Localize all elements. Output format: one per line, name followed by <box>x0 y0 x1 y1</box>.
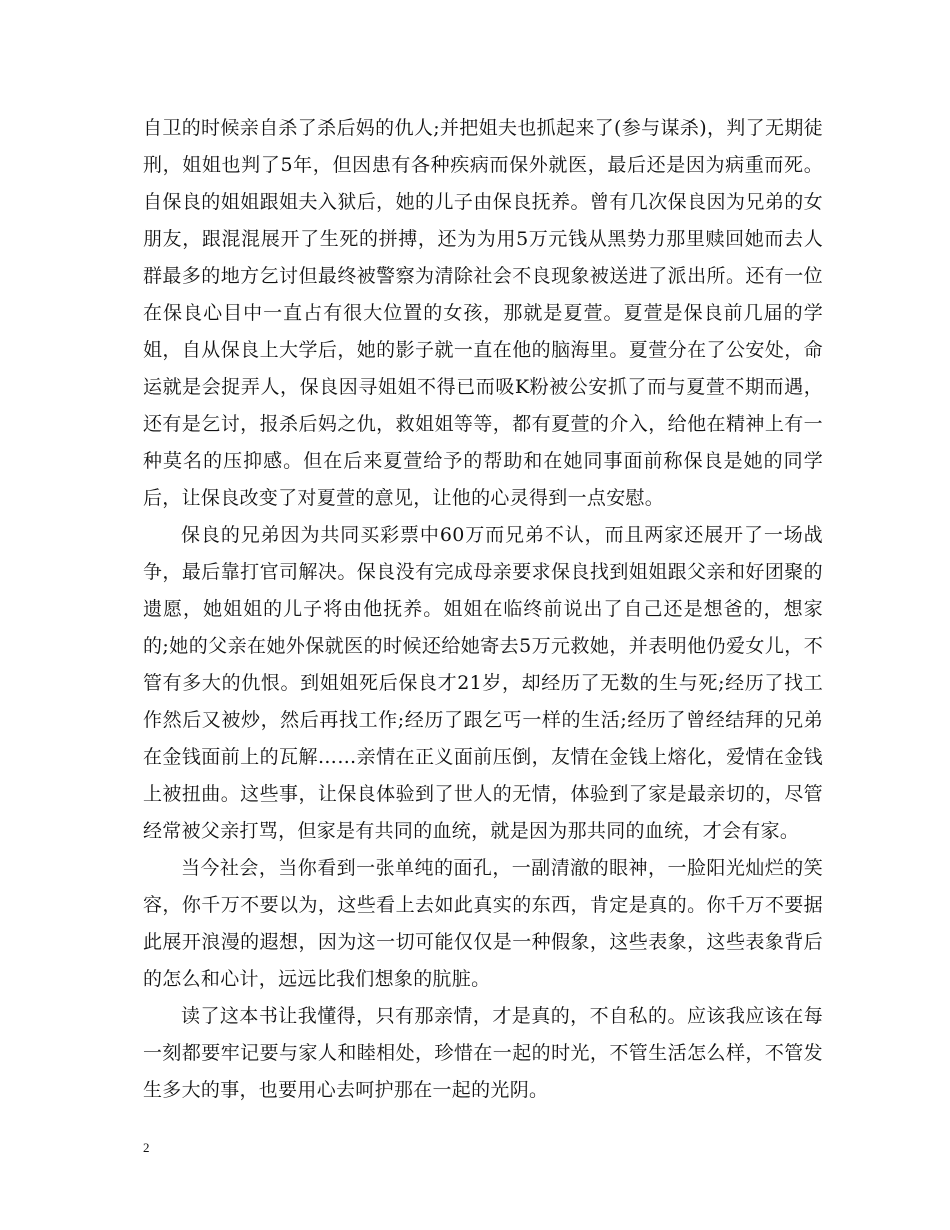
page-number: 2 <box>143 1140 150 1155</box>
document-body <box>143 110 823 1109</box>
paragraph-2: 保良的兄弟因为共同买彩票中60万而兄弟不认，而且两家还展开了一场战争，最后靠打官司解决。保良没有完成母亲要求保良找到姐姐跟父亲和好团聚的遗愿，她姐姐的儿子将由他抚养。姐姐在临终前说出了自己还是想爸的，想家的;她的父亲在她外保就医的时候还给她寄去5万元救她，并表明他仍爱女儿，不管有多大的仇恨。到姐姐死后保良才21岁，却经历了无数的生与死;经历了找工作然后又被炒，然后再找工作;经历了跟乞丐一样的生活;经历了曾经结拜的兄弟在金钱面前上的瓦解……亲情在正义面前压倒，友情在金钱上熔化，爱情在金钱上被扭曲。这些事，让保良体验到了世人的无情，体验到了家是最亲切的，尽管经常被父亲打骂，但家是有共同的血统，就是因为那共同的血统，才会有家。 <box>143 524 823 842</box>
paragraph-3: 当今社会，当你看到一张单纯的面孔，一副清澈的眼神，一脸阳光灿烂的笑容，你千万不要以为，这些看上去如此真实的东西，肯定是真的。你千万不要据此展开浪漫的遐想，因为这一切可能仅仅是一种假象，这些表象，这些表象背后的怎么和心计，远远比我们想象的肮脏。 <box>143 857 823 990</box>
paragraph-4: 读了这本书让我懂得，只有那亲情，才是真的，不自私的。应该我应该在每一刻都要牢记要与家人和睦相处，珍惜在一起的时光，不管生活怎么样，不管发生多大的事，也要用心去呵护那在一起的光阴。 <box>143 1005 823 1101</box>
paragraph-1: 自卫的时候亲自杀了杀后妈的仇人;并把姐夫也抓起来了(参与谋杀)，判了无期徒刑，姐姐也判了5年，但因患有各种疾病而保外就医，最后还是因为病重而死。自保良的姐姐跟姐夫入狱后，她的儿子由保良抚养。曾有几次保良因为兄弟的女朋友，跟混混展开了生死的拼搏，还为为用5万元钱从黑势力那里赎回她而去人群最多的地方乞讨但最终被警察为清除社会不良现象被送进了派出所。还有一位在保良心目中一直占有很大位置的女孩，那就是夏萱。夏萱是保良前几届的学姐，自从保良上大学后，她的影子就一直在他的脑海里。夏萱分在了公安处，命运就是会捉弄人，保良因寻姐姐不得已而吸K粉被公安抓了而与夏萱不期而遇，还有是乞讨，报杀后妈之仇，救姐姐等等，都有夏萱的介入，给他在精神上有一种莫名的压抑感。但在后来夏萱给予的帮助和在她同事面前称保良是她的同学后，让保良改变了对夏萱的意见，让他的心灵得到一点安慰。 <box>143 117 823 509</box>
